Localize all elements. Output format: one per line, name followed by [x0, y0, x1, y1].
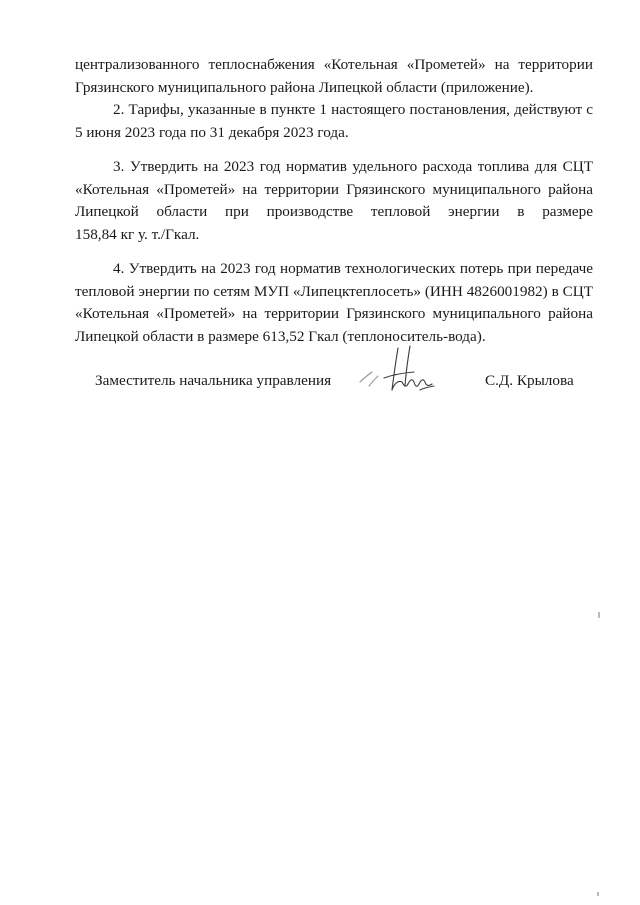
text-line: 2. Тарифы, указанные в пункте 1 настоящего постановления, действуют с: [113, 101, 593, 118]
paragraph-4: [75, 258, 593, 348]
text-line: «Котельная «Прометей» на территории Грязинского муниципального района: [75, 305, 593, 322]
handwritten-signature: [322, 338, 452, 408]
text-line: 158,84 кг у. т./Гкал.: [75, 225, 200, 243]
paragraph-2: [75, 99, 593, 144]
text-line: тепловой энергии по сетям МУП «Липецктеплосеть» (ИНН 4826001982) в СЦТ: [75, 282, 593, 300]
signatory-position: Заместитель начальника управления: [95, 372, 332, 389]
document-body: [75, 54, 593, 348]
signatory-name: С.Д. Крылова: [485, 372, 574, 389]
text-line: 5 июня 2023 года по 31 декабря 2023 года.: [75, 123, 349, 141]
paragraph-1-continuation: [75, 54, 593, 99]
text-line: Липецкой области в размере 613,52 Гкал (теплоноситель-вода).: [75, 327, 486, 345]
text-line: 4. Утвердить на 2023 год норматив технологических потерь при передаче: [113, 260, 593, 277]
text-line: Грязинского муниципального района Липецкой области (приложение).: [75, 78, 534, 96]
paragraph-3: [75, 156, 593, 246]
scan-speck: [597, 892, 599, 896]
text-line: 3. Утвердить на 2023 год норматив удельного расхода топлива для СЦТ: [113, 158, 593, 175]
text-line: Липецкой области при производстве тепловой энергии в размере: [75, 203, 593, 220]
scan-speck: [598, 612, 600, 618]
text-line: «Котельная «Прометей» на территории Грязинского муниципального района: [75, 180, 593, 198]
text-line: централизованного теплоснабжения «Котельная «Прометей» на территории: [75, 56, 593, 73]
